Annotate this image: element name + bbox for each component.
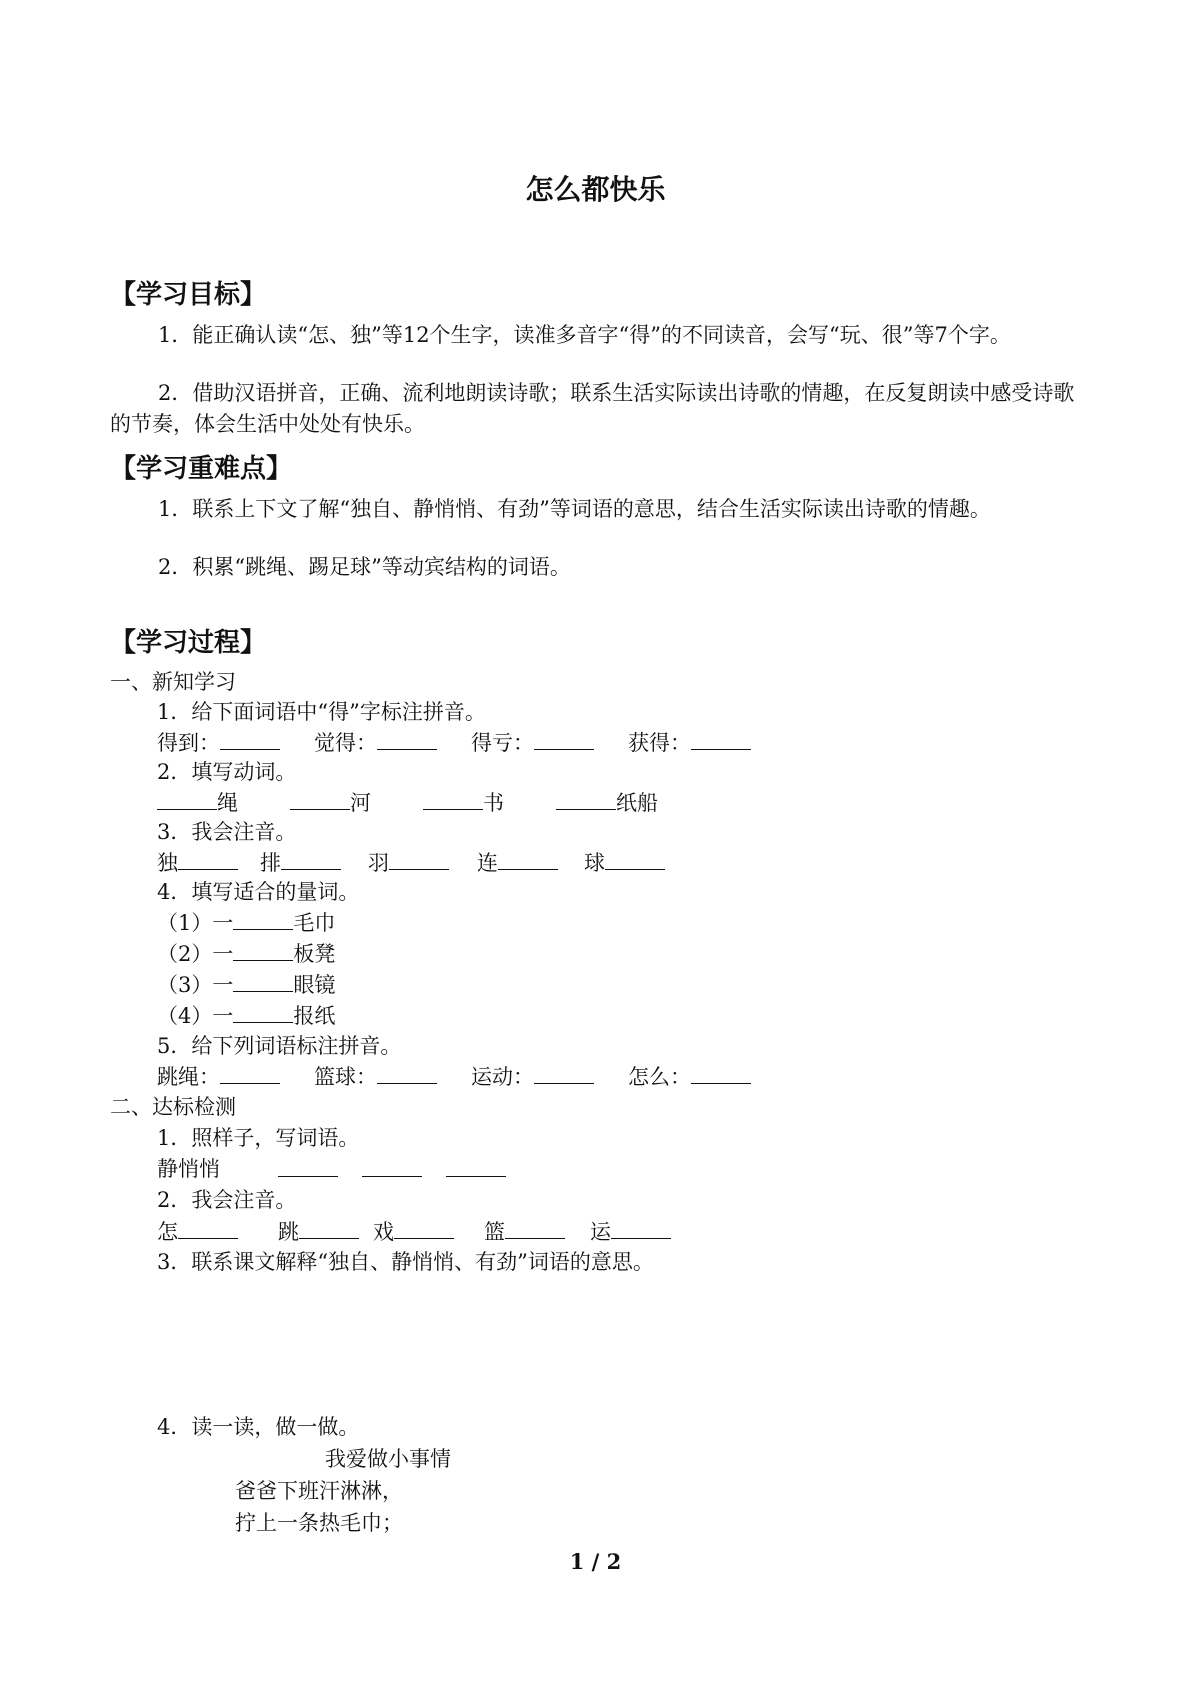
blank-item: 绳: [157, 787, 238, 818]
part2-q2: 2．我会注音。: [157, 1188, 297, 1212]
blank-item: 怎: [157, 1216, 238, 1247]
answer-blank[interactable]: [299, 1216, 359, 1239]
goal-1: 1．能正确认读“怎、独”等12个生字，读准多音字“得”的不同读音，会写“玩、很”等7个字。: [158, 323, 1011, 347]
blank-item: 独: [157, 847, 238, 878]
answer-blank[interactable]: [233, 969, 293, 992]
part2-title: 二、达标检测: [110, 1095, 236, 1119]
blank-item: 羽: [368, 847, 449, 878]
poem-line: 爸爸下班汗淋淋，: [235, 1479, 403, 1503]
heading-keypoints: 【学习重难点】: [110, 454, 293, 484]
blank-item: 纸船: [556, 787, 658, 818]
answer-blank[interactable]: [534, 727, 594, 750]
answer-blank[interactable]: [446, 1154, 506, 1177]
keypoint-2: 2．积累“跳绳、踢足球”等动宾结构的词语。: [158, 555, 571, 579]
blank-item: 跳绳：: [157, 1061, 280, 1092]
answer-blank[interactable]: [178, 847, 238, 870]
answer-blank[interactable]: [505, 1216, 565, 1239]
part1-q2: 2．填写动词。: [157, 760, 297, 784]
part1-q1: 1．给下面词语中“得”字标注拼音。: [157, 700, 486, 724]
blank-item: 运: [590, 1216, 671, 1247]
part2-q4: 4．读一读，做一做。: [157, 1415, 360, 1439]
blank-item: 连: [477, 847, 558, 878]
answer-blank[interactable]: [691, 1061, 751, 1084]
blank-item: 跳: [278, 1216, 359, 1247]
answer-blank[interactable]: [377, 1061, 437, 1084]
blank-item: 戏: [373, 1216, 454, 1247]
part1-q5: 5．给下列词语标注拼音。: [157, 1034, 402, 1058]
answer-blank[interactable]: [611, 1216, 671, 1239]
page-number: 1 / 2: [569, 1549, 622, 1574]
answer-blank[interactable]: [281, 847, 341, 870]
heading-goals: 【学习目标】: [110, 280, 267, 310]
keypoint-1: 1．联系上下文了解“独自、静悄悄、有劲”等词语的意思，结合生活实际读出诗歌的情趣。: [158, 497, 991, 521]
answer-blank[interactable]: [157, 787, 217, 810]
answer-blank[interactable]: [556, 787, 616, 810]
answer-blank[interactable]: [389, 847, 449, 870]
answer-blank[interactable]: [290, 787, 350, 810]
document-page: 怎么都快乐 【学习目标】 1．能正确认读“怎、独”等12个生字，读准多音字“得”的不同读音，会写“玩、很”等7个字。 2．借助汉语拼音，正确、流利地朗读诗歌；联系生活实际读出诗歌的情趣，在反复朗读中感受诗歌的节奏，体会生活中处处有快乐。 【学习重难点】 1．联系上下文了解“独自、静悄悄、有劲”等词语的意思，结合生活实际读出诗歌的情趣。 2．积累“跳绳、踢足球”等动宾结构的词语。 【学习过程】 一、新知学习 1．给下面词语中“得”字标注拼音。 得到： 觉得： 得亏： 获得： 2．填写动词。 绳 河 书 纸船 3．我会注音。 独 排 羽 连 球 4．填写适合的量词。 （1）一 毛巾 （2）一 板凳 （3）一 眼镜 （4）一 报纸 5．给下列词语标注拼音。 跳绳： 篮球： 运动： 怎么： 二、达标检测 1．照样子，写词语。 静悄悄 2．我会注音。 怎 跳 戏 篮 运 3．联系课文解释“独自、静悄悄、有劲”词语的意思。 4．读一读，做一做。 我爱做小事情 爸爸下班汗淋淋， 拧上一条热毛巾； 1 / 2: [0, 0, 1191, 1684]
blank-item: 河: [290, 787, 371, 818]
answer-blank[interactable]: [423, 787, 483, 810]
blank-item: 运动：: [471, 1061, 594, 1092]
answer-blank[interactable]: [233, 907, 293, 930]
answer-blank[interactable]: [220, 1061, 280, 1084]
part2-q1: 1．照样子，写词语。: [157, 1126, 360, 1150]
poem-line: 拧上一条热毛巾；: [235, 1511, 403, 1535]
part1-title: 一、新知学习: [110, 670, 236, 694]
answer-blank[interactable]: [233, 1000, 293, 1023]
document-title: 怎么都快乐: [525, 173, 666, 206]
answer-blank[interactable]: [278, 1154, 338, 1177]
answer-blank[interactable]: [377, 727, 437, 750]
answer-blank[interactable]: [233, 938, 293, 961]
blank-item: 获得：: [628, 727, 751, 758]
goal-2: 2．借助汉语拼音，正确、流利地朗读诗歌；联系生活实际读出诗歌的情趣，在反复朗读中感受诗歌的节奏，体会生活中处处有快乐。: [110, 381, 1075, 436]
answer-blank[interactable]: [498, 847, 558, 870]
answer-blank[interactable]: [605, 847, 665, 870]
blank-item: 觉得：: [314, 727, 437, 758]
blank-item: 排: [260, 847, 341, 878]
answer-blank[interactable]: [691, 727, 751, 750]
blank-item: 得到：: [157, 727, 280, 758]
part1-q4: 4．填写适合的量词。: [157, 880, 360, 904]
heading-process: 【学习过程】: [110, 628, 267, 658]
answer-blank[interactable]: [362, 1154, 422, 1177]
answer-blank[interactable]: [178, 1216, 238, 1239]
answer-blank[interactable]: [534, 1061, 594, 1084]
part2-q3: 3．联系课文解释“独自、静悄悄、有劲”词语的意思。: [157, 1250, 654, 1274]
example-word: 静悄悄: [157, 1157, 220, 1181]
blank-item: 篮: [484, 1216, 565, 1247]
blank-item: 怎么：: [628, 1061, 751, 1092]
answer-blank[interactable]: [394, 1216, 454, 1239]
poem-title: 我爱做小事情: [325, 1447, 451, 1471]
blank-item: 篮球：: [314, 1061, 437, 1092]
blank-item: 球: [584, 847, 665, 878]
answer-blank[interactable]: [220, 727, 280, 750]
blank-item: 得亏：: [471, 727, 594, 758]
blank-item: 书: [423, 787, 504, 818]
part1-q3: 3．我会注音。: [157, 820, 297, 844]
